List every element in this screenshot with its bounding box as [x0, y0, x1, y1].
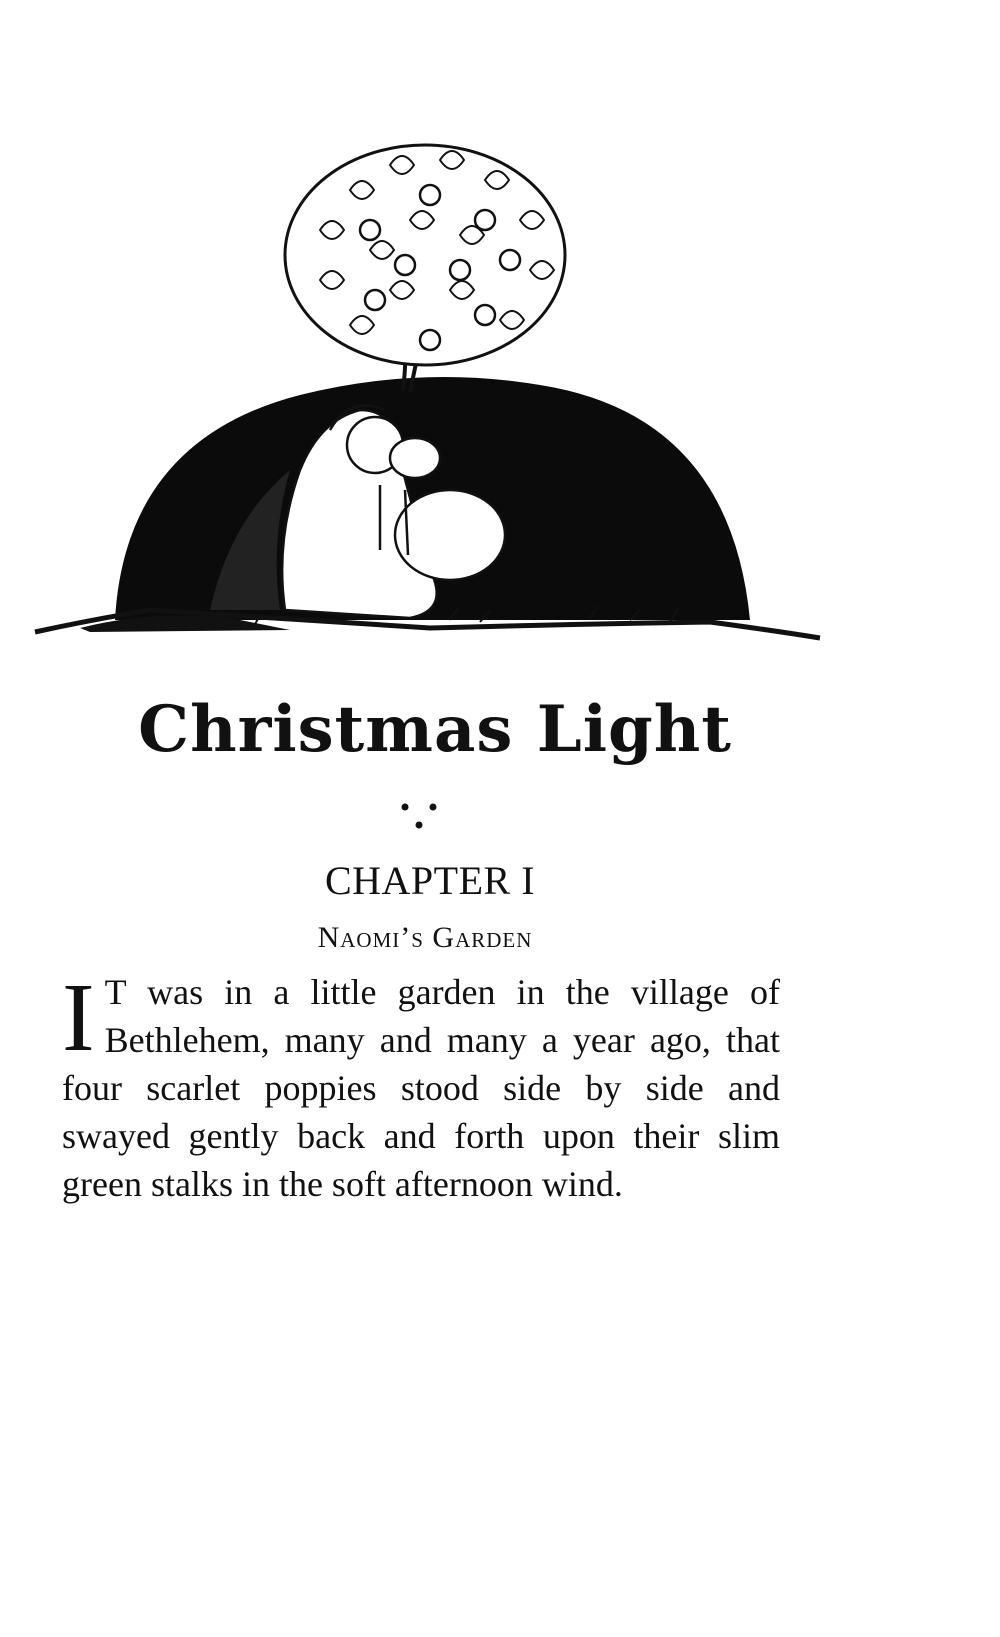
paragraph-text: T was in a little garden in the village of Bethlehem, many and many a year ago, that four scarlet poppies stood side by side and swayed gently back and forth upon their slim green stalks in the soft afternoon wind. [62, 972, 780, 1204]
book-title: Christmas Light [138, 692, 732, 767]
chapter-heading: CHAPTER I [324, 858, 536, 903]
tree-foliage [285, 145, 565, 365]
chapter-body-paragraph [62, 964, 780, 1208]
chapter-title: Naomi’s Garden [317, 921, 533, 954]
three-dot-ornament-icon [395, 797, 445, 837]
drop-cap: I [62, 964, 95, 1072]
girl-with-lamb-illustration [30, 140, 830, 680]
